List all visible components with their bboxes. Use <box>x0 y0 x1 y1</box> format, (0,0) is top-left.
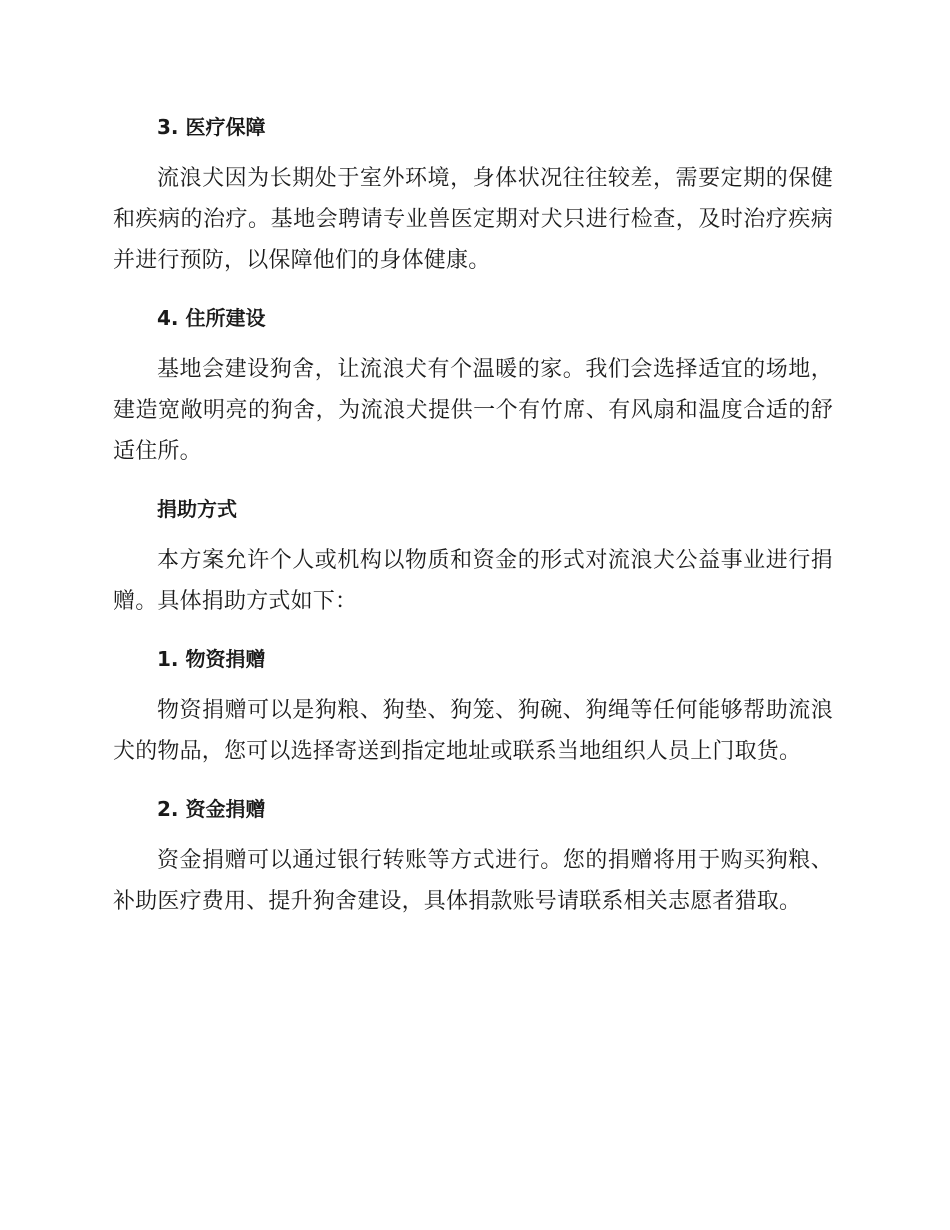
document-page <box>113 108 833 940</box>
section-heading: 1. 物资捐赠 <box>157 647 266 671</box>
section-paragraph: 流浪犬因为长期处于室外环境，身体状况往往较差，需要定期的保健和疾病的治疗。基地会聘请专业兽医定期对犬只进行检查，及时治疗疾病并进行预防，以保障他们的身体健康。 <box>113 166 833 273</box>
section-medical <box>113 108 833 281</box>
section-paragraph: 基地会建设狗舍，让流浪犬有个温暖的家。我们会选择适宜的场地，建造宽敞明亮的狗舍，为流浪犬提供一个有竹席、有风扇和温度合适的舒适住所。 <box>113 357 833 464</box>
section-paragraph: 本方案允许个人或机构以物质和资金的形式对流浪犬公益事业进行捐赠。具体捐助方式如下： <box>113 548 833 614</box>
section-donation-methods <box>113 490 833 622</box>
section-fund-donation <box>113 790 833 922</box>
section-paragraph: 资金捐赠可以通过银行转账等方式进行。您的捐赠将用于购买狗粮、补助医疗费用、提升狗舍建设，具体捐款账号请联系相关志愿者猎取。 <box>113 848 833 914</box>
section-housing <box>113 299 833 472</box>
section-heading: 3. 医疗保障 <box>157 115 266 139</box>
section-heading: 捐助方式 <box>157 497 237 521</box>
section-heading: 4. 住所建设 <box>157 306 266 330</box>
section-paragraph: 物资捐赠可以是狗粮、狗垫、狗笼、狗碗、狗绳等任何能够帮助流浪犬的物品，您可以选择寄送到指定地址或联系当地组织人员上门取货。 <box>113 698 833 764</box>
section-heading: 2. 资金捐赠 <box>157 797 266 821</box>
section-material-donation <box>113 640 833 772</box>
